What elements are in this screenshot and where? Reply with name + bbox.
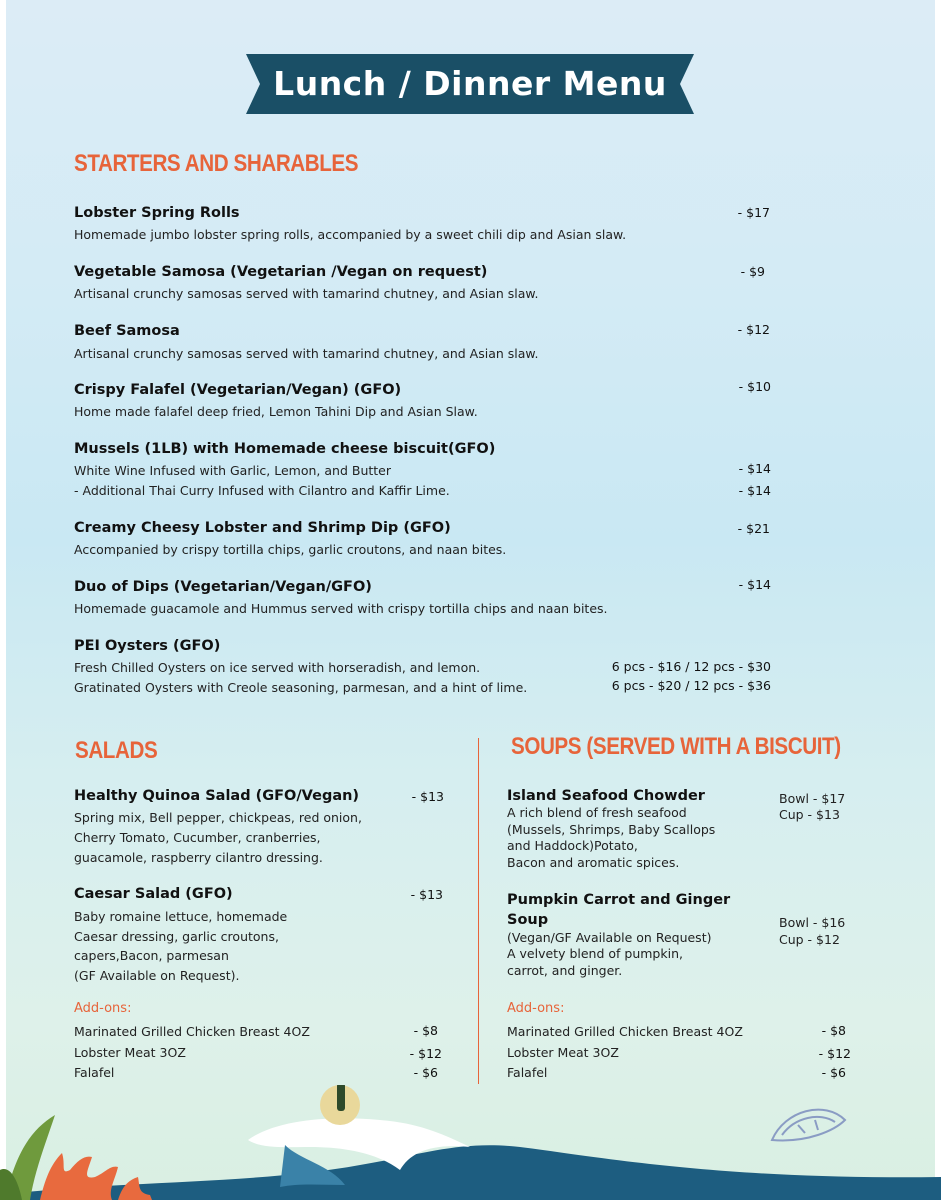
item-description-extra: - Additional Thai Curry Infused with Cilantro and Kaffir Lime. — [74, 483, 450, 498]
item-description-line: and Haddock)Potato, — [507, 838, 638, 853]
column-divider — [478, 738, 479, 1084]
item-price-cup: Cup - $13 — [779, 807, 840, 822]
addon-price: - $6 — [413, 1065, 438, 1080]
item-price: - $21 — [737, 521, 770, 536]
addon-name: Marinated Grilled Chicken Breast 4OZ — [74, 1024, 310, 1039]
item-name: Creamy Cheesy Lobster and Shrimp Dip (GFO) — [74, 520, 451, 536]
item-price: - $9 — [740, 264, 765, 279]
item-price: - $13 — [411, 789, 444, 804]
item-name: Healthy Quinoa Salad (GFO/Vegan) — [74, 788, 360, 804]
salads-heading: SALADS — [75, 737, 158, 764]
item-description-extra: Gratinated Oysters with Creole seasoning, parmesan, and a hint of lime. — [74, 680, 528, 695]
item-description-line: Baby romaine lettuce, homemade — [74, 909, 288, 924]
addon-price: - $12 — [409, 1046, 442, 1061]
item-description-line: Bacon and aromatic spices. — [507, 855, 680, 870]
page-frame-right — [935, 0, 941, 1200]
item-price-extra: - $14 — [738, 483, 771, 498]
item-description-line: A velvety blend of pumpkin, — [507, 946, 683, 961]
addon-name: Falafel — [74, 1065, 115, 1080]
item-description: Homemade guacamole and Hummus served with crispy tortilla chips and naan bites. — [74, 601, 608, 616]
starters-heading: STARTERS AND SHARABLES — [74, 150, 359, 177]
item-price: - $10 — [738, 379, 771, 394]
item-description-line: carrot, and ginger. — [507, 963, 623, 978]
item-price: - $14 — [738, 577, 771, 592]
addon-price: - $6 — [821, 1065, 846, 1080]
wave-shadow — [280, 1145, 345, 1187]
item-description: Artisanal crunchy samosas served with tamarind chutney, and Asian slaw. — [74, 286, 539, 301]
addon-name: Falafel — [507, 1065, 548, 1080]
title-banner — [246, 54, 694, 114]
addon-price: - $8 — [821, 1023, 846, 1038]
item-description-line: Cherry Tomato, Cucumber, cranberries, — [74, 830, 321, 845]
item-description-line: (Mussels, Shrimps, Baby Scallops — [507, 822, 716, 837]
item-name: Duo of Dips (Vegetarian/Vegan/GFO) — [74, 579, 372, 595]
addon-price: - $12 — [818, 1046, 851, 1061]
item-description-line: (GF Available on Request). — [74, 968, 240, 983]
item-price: - $13 — [410, 887, 443, 902]
bottle-icon — [337, 1085, 345, 1111]
item-price-bowl: Bowl - $16 — [779, 915, 846, 930]
item-price: 6 pcs - $16 / 12 pcs - $30 — [611, 659, 771, 674]
addon-name: Lobster Meat 3OZ — [74, 1045, 186, 1060]
lemon-slice-icon — [772, 1110, 845, 1141]
item-name: Beef Samosa — [74, 323, 180, 339]
page-frame-left — [0, 0, 6, 1200]
item-price-bowl: Bowl - $17 — [779, 791, 846, 806]
item-name: Lobster Spring Rolls — [74, 205, 240, 221]
item-price: - $17 — [737, 205, 770, 220]
item-description-line: A rich blend of fresh seafood — [507, 805, 687, 820]
addon-name: Marinated Grilled Chicken Breast 4OZ — [507, 1024, 743, 1039]
addons-label: Add-ons: — [74, 1001, 132, 1016]
item-description: Artisanal crunchy samosas served with tamarind chutney, and Asian slaw. — [74, 346, 539, 361]
item-name-line2: Soup — [507, 912, 549, 928]
item-name: Vegetable Samosa (Vegetarian /Vegan on request) — [74, 264, 488, 280]
item-name: Island Seafood Chowder — [507, 788, 705, 804]
item-description: Homemade jumbo lobster spring rolls, accompanied by a sweet chili dip and Asian slaw. — [74, 227, 627, 242]
item-price: - $14 — [738, 461, 771, 476]
item-description-line: Spring mix, Bell pepper, chickpeas, red onion, — [74, 810, 362, 825]
item-description-line: (Vegan/GF Available on Request) — [507, 930, 712, 945]
addon-name: Lobster Meat 3OZ — [507, 1045, 619, 1060]
item-name: Mussels (1LB) with Homemade cheese biscuit(GFO) — [74, 441, 496, 457]
item-description-line: capers,Bacon, parmesan — [74, 948, 229, 963]
soups-heading: SOUPS (SERVED WITH A BISCUIT) — [511, 733, 841, 760]
decorative-wave-art — [0, 1085, 941, 1200]
item-name: Caesar Salad (GFO) — [74, 886, 233, 902]
addons-label: Add-ons: — [507, 1001, 565, 1016]
item-name: Crispy Falafel (Vegetarian/Vegan) (GFO) — [74, 382, 402, 398]
item-description-line: Caesar dressing, garlic croutons, — [74, 929, 279, 944]
page-title: Lunch / Dinner Menu — [273, 64, 667, 103]
item-price-extra: 6 pcs - $20 / 12 pcs - $36 — [611, 678, 771, 693]
item-description: Home made falafel deep fried, Lemon Tahini Dip and Asian Slaw. — [74, 404, 478, 419]
item-description: White Wine Infused with Garlic, Lemon, and Butter — [74, 463, 391, 478]
item-price-cup: Cup - $12 — [779, 932, 840, 947]
item-price: - $12 — [737, 322, 770, 337]
addon-price: - $8 — [413, 1023, 438, 1038]
coral-icon — [40, 1153, 118, 1200]
item-name: PEI Oysters (GFO) — [74, 638, 221, 654]
item-name: Pumpkin Carrot and Ginger — [507, 892, 731, 908]
item-description: Fresh Chilled Oysters on ice served with horseradish, and lemon. — [74, 660, 481, 675]
item-description: Accompanied by crispy tortilla chips, garlic croutons, and naan bites. — [74, 542, 507, 557]
item-description-line: guacamole, raspberry cilantro dressing. — [74, 850, 323, 865]
